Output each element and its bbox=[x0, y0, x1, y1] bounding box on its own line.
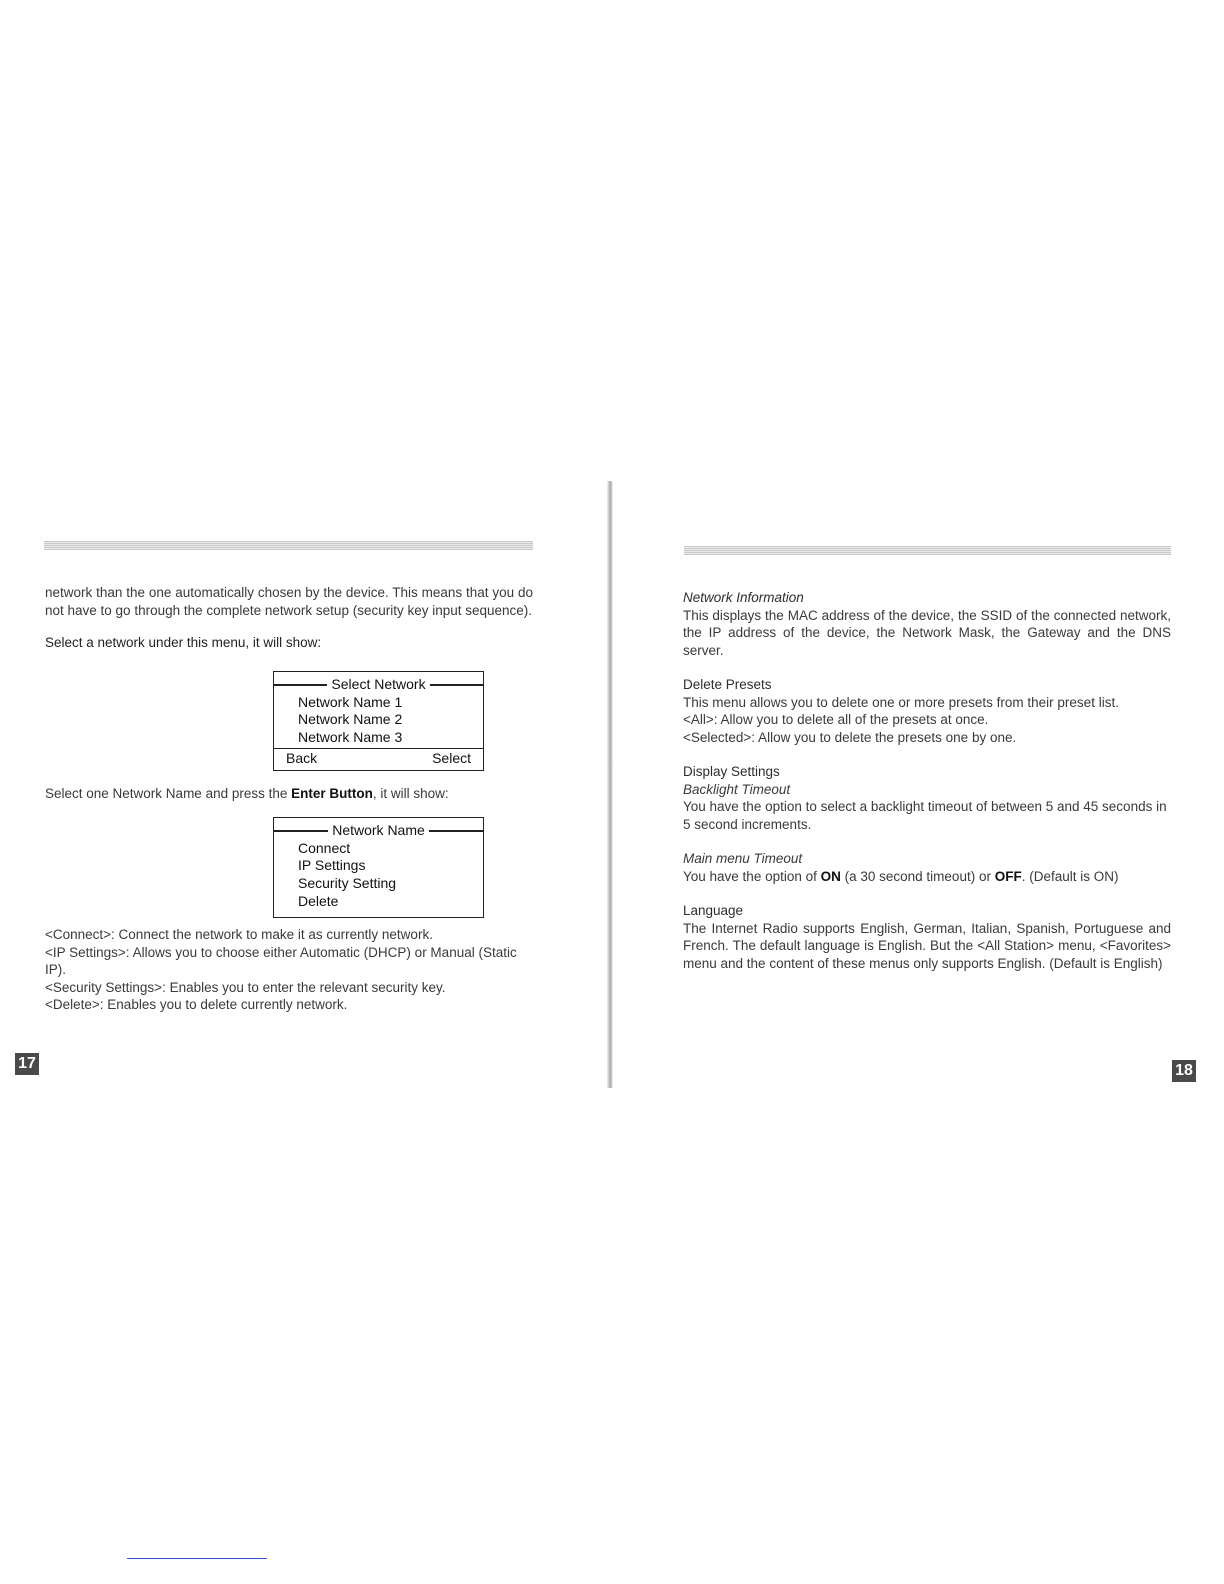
lcd-title: Network Name bbox=[332, 822, 425, 838]
lcd-menu-item: Network Name 3 bbox=[298, 729, 403, 746]
network-information-heading: Network Information bbox=[683, 590, 804, 605]
main-menu-text: You have the option of bbox=[683, 868, 821, 884]
network-name-screen bbox=[273, 817, 484, 918]
lcd-menu-item: Network Name 1 bbox=[298, 693, 403, 710]
lcd-title-bar bbox=[274, 818, 483, 840]
left-page-column bbox=[45, 584, 533, 652]
enter-prompt bbox=[45, 785, 533, 803]
lcd-select-softkey: Select bbox=[432, 749, 471, 766]
lcd-menu-item: Connect bbox=[298, 839, 351, 856]
right-page-column bbox=[683, 589, 1171, 972]
main-menu-text-end: . (Default is ON) bbox=[1021, 868, 1119, 884]
main-menu-timeout-body bbox=[683, 868, 1171, 886]
language-body: The Internet Radio supports English, German, Italian, Spanish, Portuguese and French. The default language is English. But the <All Station> menu, <Favorites> menu and the content of these menus only supports English. (Default is English) bbox=[683, 920, 1171, 971]
lcd-menu-item: IP Settings bbox=[298, 857, 366, 874]
lcd-back-softkey: Back bbox=[286, 749, 318, 766]
lcd-menu-item: Network Name 2 bbox=[298, 711, 403, 728]
lcd-title-bar bbox=[274, 672, 483, 694]
delete-presets-line: <Selected>: Allow you to delete the presets one by one. bbox=[683, 729, 1017, 745]
intro-paragraph: network than the one automatically chosen by the device. This means that you do not have to go through the complete network setup (security key input sequence). bbox=[45, 585, 533, 618]
delete-presets-line: This menu allows you to delete one or more presets from their preset list. bbox=[683, 694, 1119, 710]
lcd-menu-item: Delete bbox=[298, 892, 339, 909]
footnote-rule bbox=[127, 1558, 267, 1559]
enter-prompt-text: Select one Network Name and press the bbox=[45, 786, 292, 801]
display-settings-heading: Display Settings bbox=[683, 764, 780, 779]
main-menu-timeout-heading: Main menu Timeout bbox=[683, 851, 803, 866]
language-heading: Language bbox=[683, 903, 744, 918]
delete-presets-line: <All>: Allow you to delete all of the presets at once. bbox=[683, 712, 989, 727]
off-label: OFF bbox=[994, 868, 1022, 884]
on-label: ON bbox=[820, 868, 841, 884]
desc-ip-settings: <IP Settings>: Allows you to choose either Automatic (DHCP) or Manual (Static IP). bbox=[45, 944, 517, 977]
backlight-timeout-body: You have the option to select a backlight timeout of between 5 and 45 seconds in 5 second increments. bbox=[683, 799, 1167, 832]
backlight-timeout-heading: Backlight Timeout bbox=[683, 781, 791, 797]
desc-connect: <Connect>: Connect the network to make it as currently network. bbox=[45, 927, 433, 942]
select-network-screen bbox=[273, 671, 484, 771]
desc-delete: <Delete>: Enables you to delete currently network. bbox=[45, 997, 348, 1012]
enter-button-label: Enter Button bbox=[291, 786, 373, 801]
header-rule-right bbox=[684, 546, 1171, 555]
delete-presets-heading: Delete Presets bbox=[683, 677, 772, 692]
header-rule-left bbox=[44, 541, 533, 550]
lcd-softkey-bar bbox=[274, 748, 483, 770]
option-descriptions bbox=[45, 926, 533, 1014]
select-prompt: Select a network under this menu, it will show: bbox=[45, 635, 322, 650]
book-spine bbox=[607, 481, 613, 1088]
network-information-body: This displays the MAC address of the device, the SSID of the connected network, the IP address of the device, the Network Mask, the Gateway and the DNS server. bbox=[683, 607, 1171, 658]
lcd-menu-item: Security Setting bbox=[298, 875, 397, 892]
lcd-title: Select Network bbox=[331, 676, 426, 692]
page-number-left: 17 bbox=[15, 1053, 39, 1075]
enter-prompt-text-end: , it will show: bbox=[372, 786, 449, 801]
page-number-right: 18 bbox=[1172, 1060, 1196, 1082]
main-menu-text-mid: (a 30 second timeout) or bbox=[840, 868, 995, 884]
desc-security-settings: <Security Settings>: Enables you to enter the relevant security key. bbox=[45, 979, 446, 995]
